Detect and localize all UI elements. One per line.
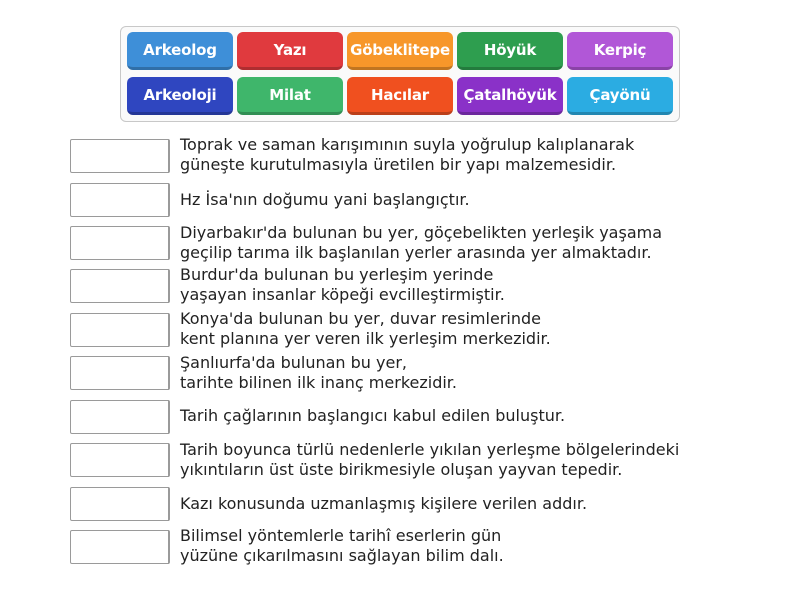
question-text-6 xyxy=(180,353,770,393)
word-tile-yazi[interactable]: Yazı xyxy=(237,32,343,70)
word-tile-arkeolog[interactable]: Arkeolog xyxy=(127,32,233,70)
answer-slot-9[interactable] xyxy=(70,487,170,521)
question-line: Kazı konusunda uzmanlaşmış kişilere verilen addır. xyxy=(180,494,588,513)
slot-divider xyxy=(168,226,172,260)
answer-slot-3[interactable] xyxy=(70,226,170,260)
slot-divider xyxy=(168,443,172,477)
slot-divider xyxy=(168,400,172,434)
question-text-1 xyxy=(180,135,770,175)
question-line: kent planına yer veren ilk yerleşim merkezidir. xyxy=(180,329,551,348)
question-text-4 xyxy=(180,265,770,305)
word-tile-hacilar[interactable]: Hacılar xyxy=(347,77,453,115)
word-tile-catalhoyuk[interactable]: Çatalhöyük xyxy=(457,77,563,115)
question-text-7 xyxy=(180,406,770,426)
question-text-5 xyxy=(180,309,770,349)
question-line: Bilimsel yöntemlerle tarihî eserlerin gün xyxy=(180,526,502,545)
question-line: Hz İsa'nın doğumu yani başlangıçtır. xyxy=(180,190,470,209)
answer-slot-1[interactable] xyxy=(70,139,170,173)
question-line: Diyarbakır'da bulunan bu yer, göçebelikten yerleşik yaşama xyxy=(180,223,663,242)
question-line: Toprak ve saman karışımının suyla yoğrulup kalıplanarak xyxy=(180,135,635,154)
answer-slot-10[interactable] xyxy=(70,530,170,564)
question-text-10 xyxy=(180,526,770,566)
slot-divider xyxy=(168,530,172,564)
word-bank xyxy=(120,26,680,122)
question-line: Burdur'da bulunan bu yerleşim yerinde xyxy=(180,265,494,284)
question-line: Tarih boyunca türlü nedenlerle yıkılan yerleşme bölgelerindeki xyxy=(180,440,680,459)
word-tile-milat[interactable]: Milat xyxy=(237,77,343,115)
slot-divider xyxy=(168,313,172,347)
question-line: geçilip tarıma ilk başlanılan yerler arasında yer almaktadır. xyxy=(180,243,652,262)
question-line: tarihte bilinen ilk inanç merkezidir. xyxy=(180,373,457,392)
word-tile-kerpic[interactable]: Kerpiç xyxy=(567,32,673,70)
word-tile-arkeoloji[interactable]: Arkeoloji xyxy=(127,77,233,115)
question-text-9 xyxy=(180,494,770,514)
slot-divider xyxy=(168,183,172,217)
slot-divider xyxy=(168,269,172,303)
slot-divider xyxy=(168,139,172,173)
answer-slot-8[interactable] xyxy=(70,443,170,477)
slot-divider xyxy=(168,487,172,521)
answer-slot-5[interactable] xyxy=(70,313,170,347)
question-text-3 xyxy=(180,223,770,263)
answer-slot-4[interactable] xyxy=(70,269,170,303)
question-line: yıkıntıların üst üste birikmesiyle oluşan yayvan tepedir. xyxy=(180,460,623,479)
answer-slot-7[interactable] xyxy=(70,400,170,434)
answer-slot-2[interactable] xyxy=(70,183,170,217)
slot-divider xyxy=(168,356,172,390)
question-line: Konya'da bulunan bu yer, duvar resimlerinde xyxy=(180,309,541,328)
question-text-2 xyxy=(180,190,770,210)
question-line: Şanlıurfa'da bulunan bu yer, xyxy=(180,353,408,372)
question-text-8 xyxy=(180,440,770,480)
question-line: Tarih çağlarının başlangıcı kabul edilen buluştur. xyxy=(180,406,566,425)
question-line: güneşte kurutulmasıyla üretilen bir yapı malzemesidir. xyxy=(180,155,617,174)
word-tile-cayonu[interactable]: Çayönü xyxy=(567,77,673,115)
word-tile-gobeklitepe[interactable]: Göbeklitepe xyxy=(347,32,453,70)
question-line: yaşayan insanlar köpeği evcilleştirmiştir. xyxy=(180,285,505,304)
answer-slot-6[interactable] xyxy=(70,356,170,390)
question-line: yüzüne çıkarılmasını sağlayan bilim dalı. xyxy=(180,546,504,565)
word-tile-hoyuk[interactable]: Höyük xyxy=(457,32,563,70)
